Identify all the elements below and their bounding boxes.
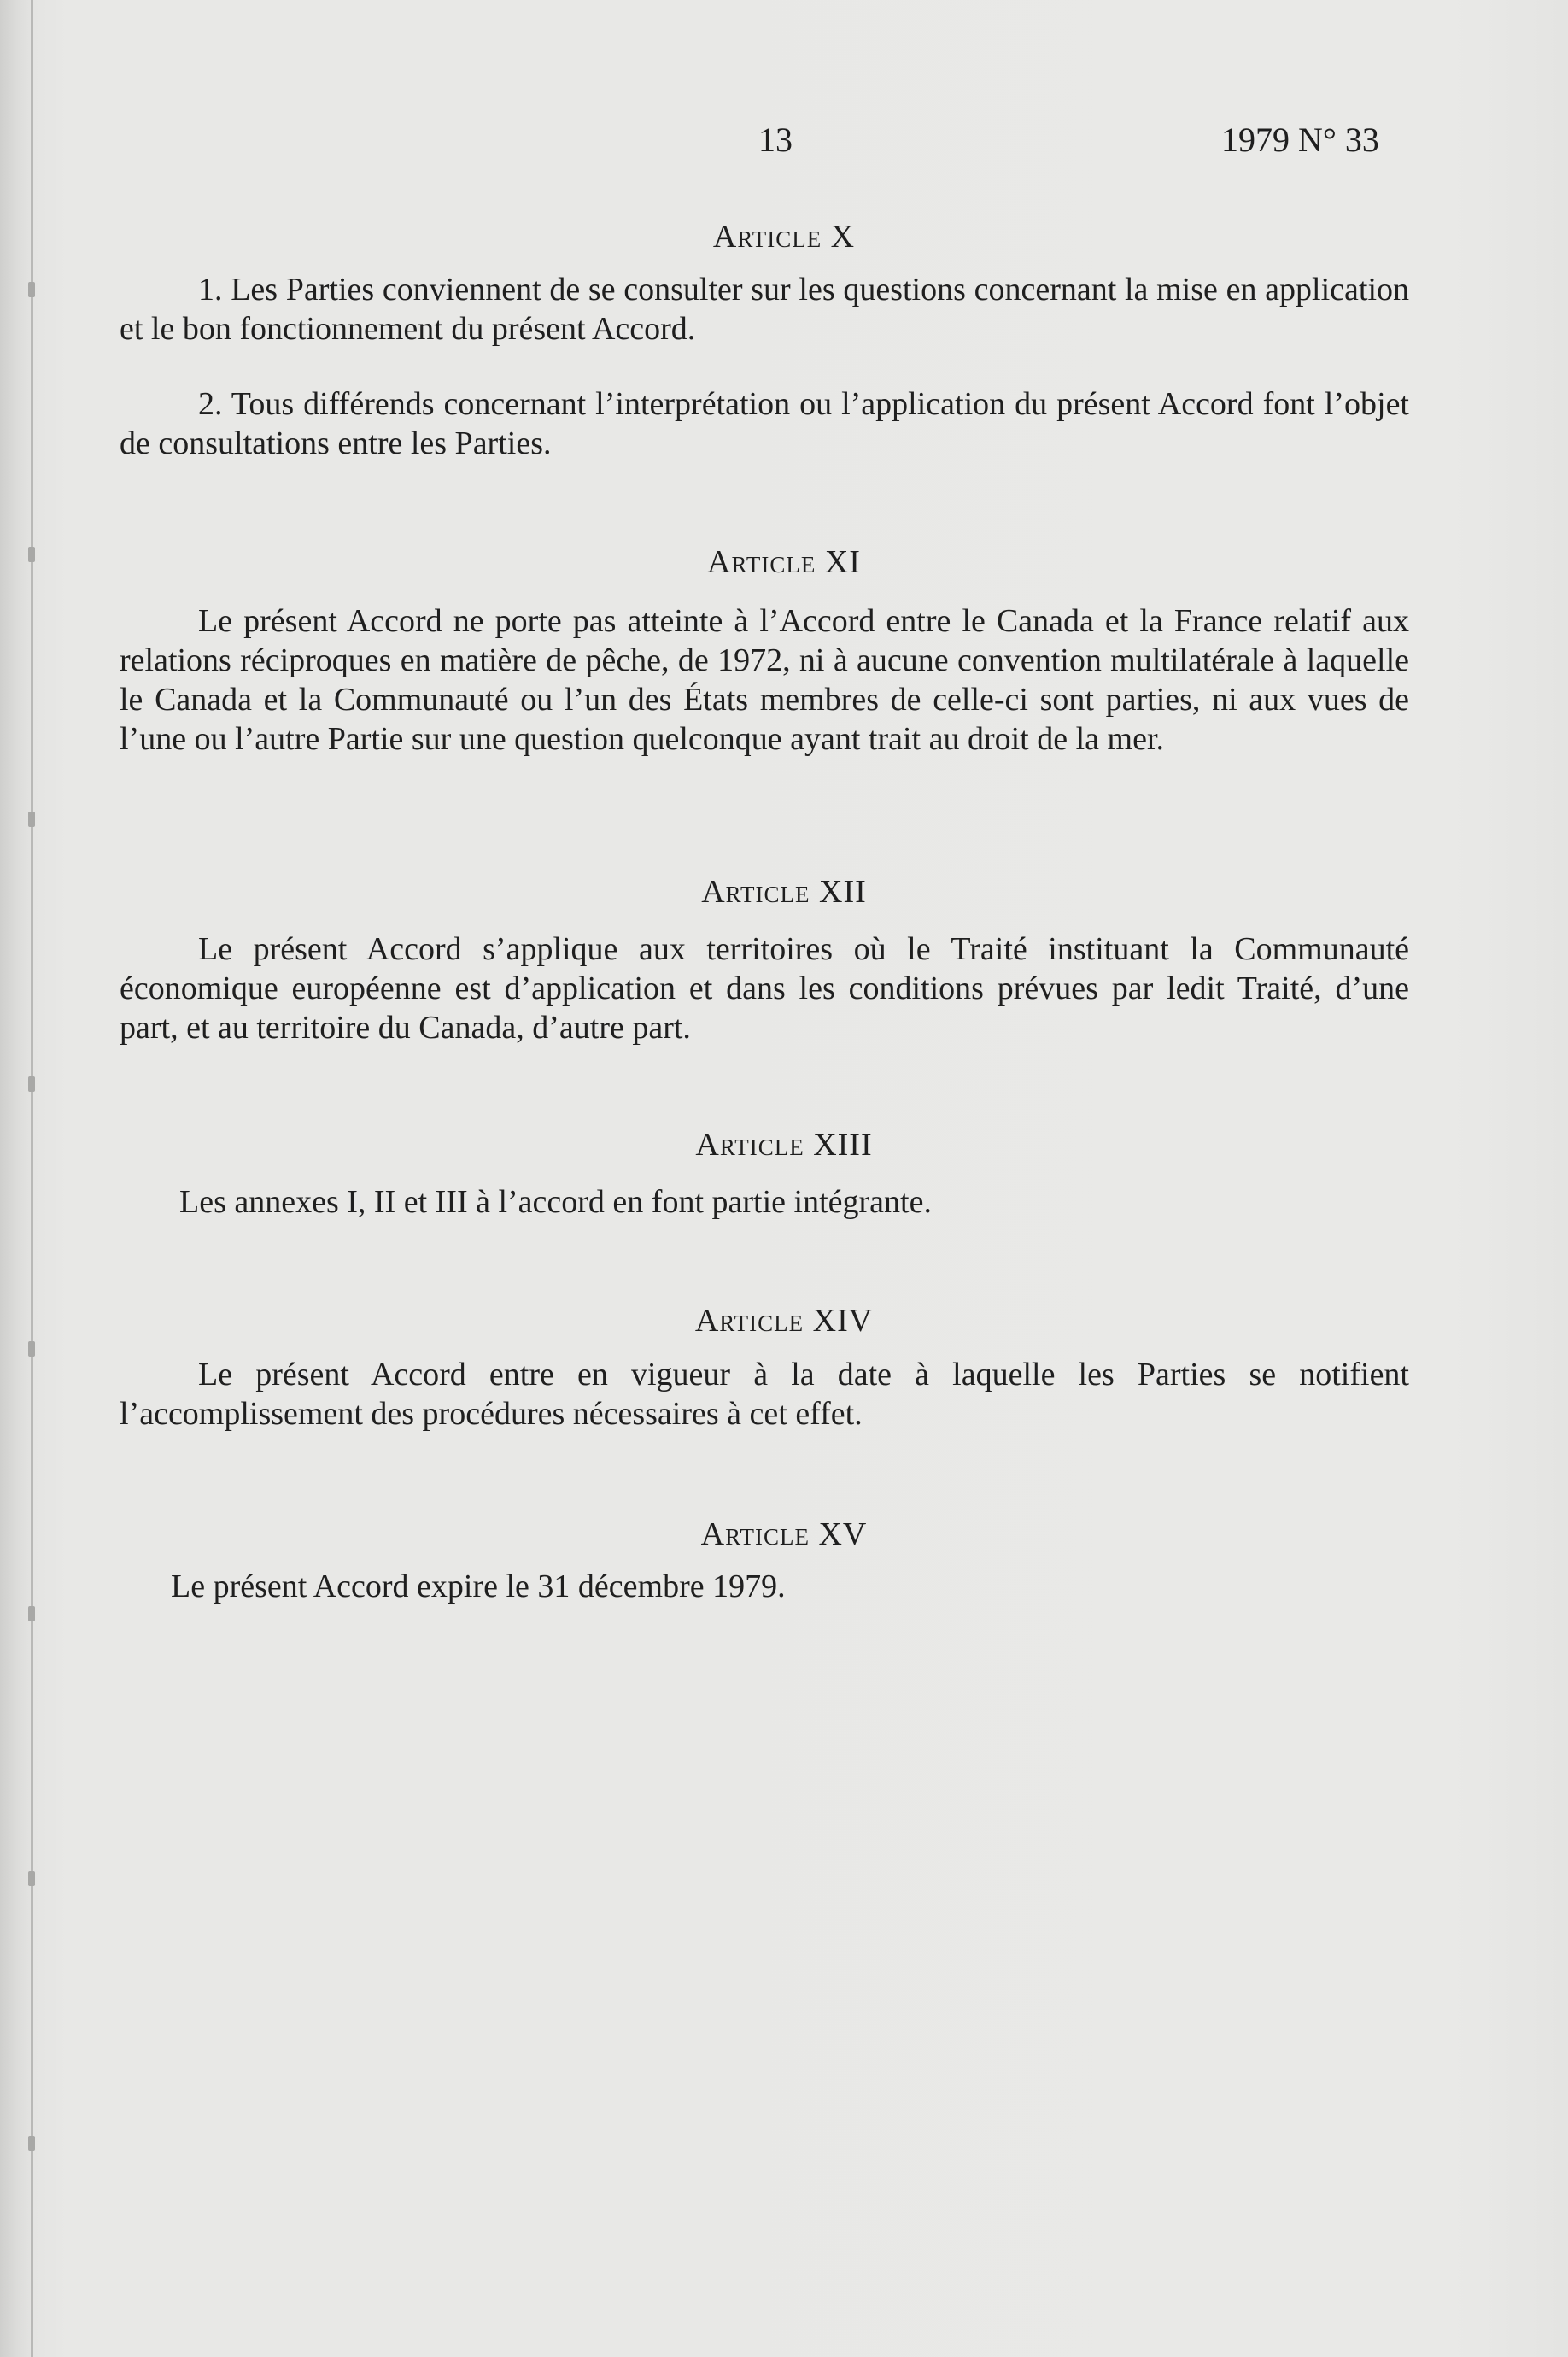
binding-mark [28, 282, 35, 297]
page-number: 13 [758, 120, 793, 159]
article-xiv-paragraph: Le présent Accord entre en vigueur à la date à laquelle les Parties se notifient l’accomplissement des procédures nécessaires à cet effet. [120, 1357, 1409, 1432]
article-x-paragraph-2: 2. Tous différends concernant l’interprétation ou l’application du présent Accord font l’objet de consultations entre les Parties. [120, 386, 1409, 461]
article-xiv-heading: Article XIV [694, 1303, 874, 1339]
binding-mark [28, 1606, 35, 1621]
article-xii-heading: Article XII [701, 874, 867, 910]
article-xv-paragraph: Le présent Accord expire le 31 décembre 1979. [171, 1568, 786, 1604]
binding-edge [31, 0, 33, 2357]
article-xi-heading: Article XI [707, 544, 861, 580]
binding-mark [28, 1076, 35, 1092]
article-xv-heading: Article XV [700, 1516, 868, 1552]
article-xiii-heading: Article XIII [695, 1127, 873, 1163]
binding-mark [28, 1341, 35, 1357]
article-x-heading: Article X [712, 219, 856, 255]
article-xi-paragraph: Le présent Accord ne porte pas atteinte à l’Accord entre le Canada et la France relatif aux relations réciproques en matière de pêche, de 1972, ni à aucune convention multilatérale à laquelle le Canada et la Communauté ou l’un des États membres de celle-ci sont parties, ni aux vues de l’une ou l’autre Partie sur une question quelconque ayant trait au droit de la mer. [120, 603, 1409, 757]
article-xiii-paragraph: Les annexes I, II et III à l’accord en font partie intégrante. [179, 1184, 932, 1220]
article-x-paragraph-1: 1. Les Parties conviennent de se consulter sur les questions concernant la mise en application et le bon fonctionnement du présent Accord. [120, 272, 1409, 347]
article-xii-paragraph: Le présent Accord s’applique aux territoires où le Traité instituant la Communauté économique européenne est d’application et dans les conditions prévues par ledit Traité, d’une part, et au territoire du Canada, d’autre part. [120, 931, 1409, 1046]
binding-mark [28, 812, 35, 827]
binding-mark [28, 1871, 35, 1886]
document-reference: 1979 N° 33 [1221, 120, 1379, 159]
binding-mark [28, 2136, 35, 2151]
